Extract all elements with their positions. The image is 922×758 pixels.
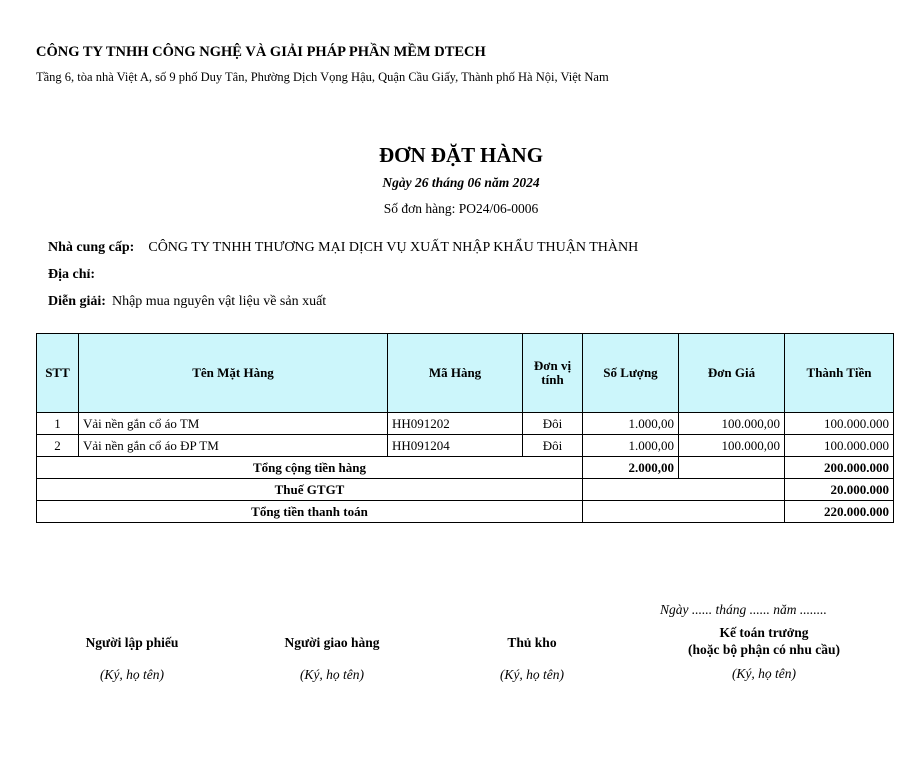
row-name: Vải nền gắn cổ áo ĐP TM <box>79 435 388 457</box>
document-number: Số đơn hàng: PO24/06-0006 <box>383 201 539 216</box>
table-header-row <box>37 334 894 413</box>
header-unit-line1: Đơn vị <box>533 358 572 373</box>
grand-total-row <box>37 501 894 523</box>
supplier-value: CÔNG TY TNHH THƯƠNG MẠI DỊCH VỤ XUẤT NHẬP KHẨU THUẬN THÀNH <box>148 240 639 255</box>
signature-date: Ngày ...... tháng ...... năm ........ <box>660 602 827 617</box>
deliverer-note: (Ký, họ tên) <box>299 667 365 682</box>
row-price: 100.000,00 <box>679 435 785 457</box>
total-qty: 2.000,00 <box>583 457 679 479</box>
row-unit: Đôi <box>523 413 583 435</box>
storekeeper-title: Thủ kho <box>507 635 557 650</box>
header-code: Mã Hàng <box>388 334 523 413</box>
grand-total-label: Tổng tiền thanh toán <box>37 501 583 523</box>
total-goods-row <box>37 457 894 479</box>
document-date: Ngày 26 tháng 06 năm 2024 <box>382 175 540 190</box>
company-address: Tầng 6, tòa nhà Việt A, số 9 phố Duy Tân, Phường Dịch Vọng Hậu, Quận Cầu Giấy, Thành phố Hà Nội, Việt Nam <box>36 70 609 84</box>
row-stt: 2 <box>37 435 79 457</box>
vat-row <box>37 479 894 501</box>
row-qty: 1.000,00 <box>583 413 679 435</box>
supplier-label: Nhà cung cấp: <box>48 240 135 255</box>
vat-amount: 20.000.000 <box>785 479 894 501</box>
signature-accountant <box>654 624 874 682</box>
row-unit: Đôi <box>523 435 583 457</box>
header-unit <box>523 334 583 413</box>
header-stt: STT <box>37 334 79 413</box>
address-label: Địa chỉ: <box>48 267 96 282</box>
row-amount: 100.000.000 <box>785 435 894 457</box>
row-code: HH091202 <box>388 413 523 435</box>
signature-storekeeper <box>462 624 602 683</box>
description-value: Nhập mua nguyên vật liệu về sản xuất <box>111 294 327 309</box>
header-unit-line2: tính <box>541 372 564 387</box>
table-row <box>37 435 894 457</box>
row-code: HH091204 <box>388 435 523 457</box>
preparer-title: Người lập phiếu <box>85 635 179 650</box>
storekeeper-note: (Ký, họ tên) <box>499 667 565 682</box>
description-label: Diễn giải: <box>48 294 106 309</box>
header-price: Đơn Giá <box>679 334 785 413</box>
grand-total-empty <box>583 501 785 523</box>
header-name: Tên Mặt Hàng <box>79 334 388 413</box>
items-table <box>36 333 894 523</box>
preparer-note: (Ký, họ tên) <box>99 667 165 682</box>
row-stt: 1 <box>37 413 79 435</box>
header-qty: Số Lượng <box>583 334 679 413</box>
total-price-empty <box>679 457 785 479</box>
document-title: ĐƠN ĐẶT HÀNG <box>378 143 544 167</box>
address-line <box>48 267 109 283</box>
total-goods-label: Tổng cộng tiền hàng <box>37 457 583 479</box>
signature-preparer <box>62 624 202 683</box>
vat-empty <box>583 479 785 501</box>
vat-label: Thuế GTGT <box>37 479 583 501</box>
row-qty: 1.000,00 <box>583 435 679 457</box>
row-price: 100.000,00 <box>679 413 785 435</box>
accountant-note: (Ký, họ tên) <box>731 666 797 681</box>
row-amount: 100.000.000 <box>785 413 894 435</box>
row-name: Vải nền gắn cổ áo TM <box>79 413 388 435</box>
signature-deliverer <box>262 624 402 683</box>
accountant-subtitle: (hoặc bộ phận có nhu cầu) <box>688 642 840 657</box>
table-row <box>37 413 894 435</box>
total-goods-amount: 200.000.000 <box>785 457 894 479</box>
accountant-title: Kế toán trưởng <box>719 625 809 640</box>
company-name: CÔNG TY TNHH CÔNG NGHỆ VÀ GIẢI PHÁP PHẦN MỀM DTECH <box>36 44 486 60</box>
deliverer-title: Người giao hàng <box>284 635 380 650</box>
header-amount: Thành Tiền <box>785 334 894 413</box>
description-line <box>48 294 326 310</box>
grand-total-amount: 220.000.000 <box>785 501 894 523</box>
supplier-line <box>48 240 638 256</box>
